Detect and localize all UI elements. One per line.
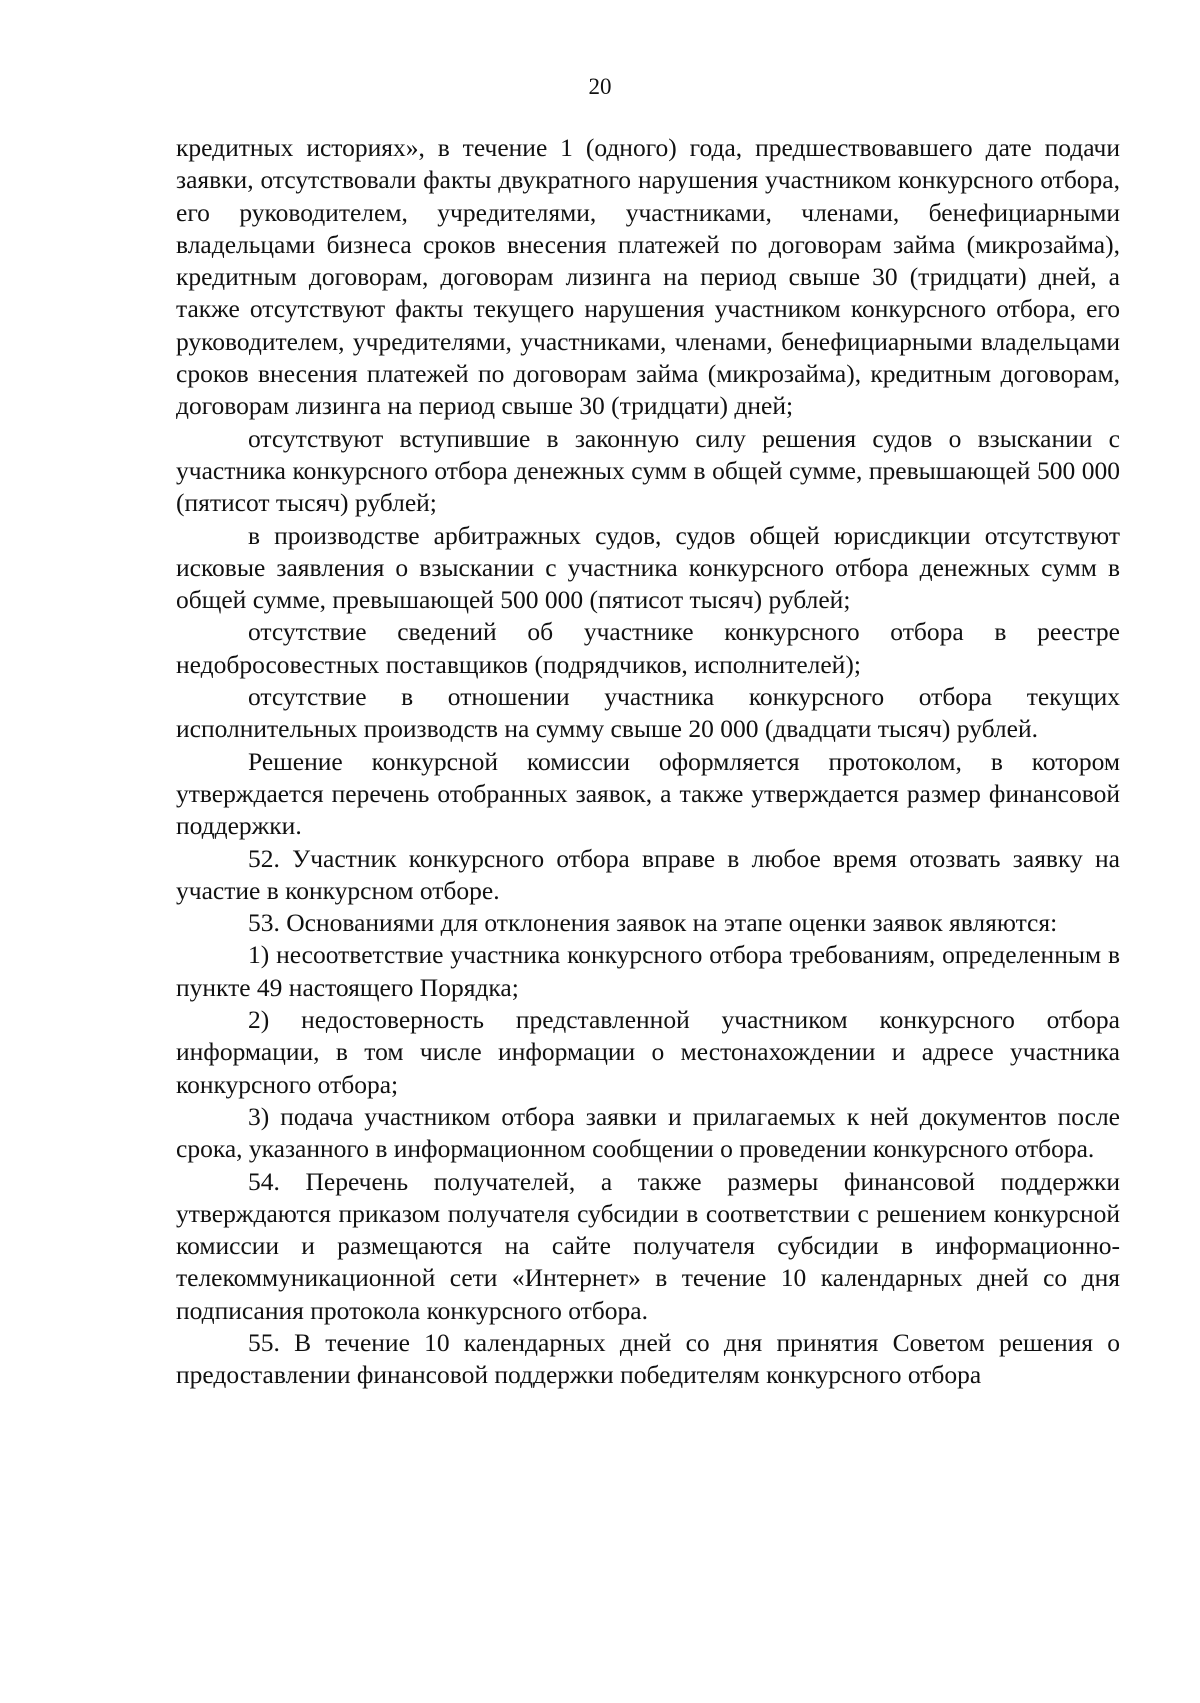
page-number: 20 bbox=[588, 74, 612, 99]
paragraph-item-53-2: 2) недостоверность представленной участником конкурсного отбора информации, в том числе информации о местонахождении и адресе участника конкурсного отбора; bbox=[176, 1005, 1120, 1099]
paragraph-arbitration-claims: в производстве арбитражных судов, судов общей юрисдикции отсутствуют исковые заявления о взыскании с участника конкурсного отбора денежных сумм в общей сумме, превышающей 500 000 (пятисот тысяч) рублей; bbox=[176, 520, 1120, 615]
paragraph-item-53: 53. Основаниями для отклонения заявок на этапе оценки заявок являются: bbox=[248, 908, 1058, 938]
paragraph-credit-history: кредитных историях», в течение 1 (одного) года, предшествовавшего дате подачи заявки, отсутствовали факты двукратного нарушения участником конкурсного отбора, его руководителем, учредителями, участниками, членами, бенефициарными владельцами бизнеса сроков внесения платежей по договорам займа (микрозайма), кредитным договорам, договорам лизинга на период свыше 30 (тридцати) дней, а также отсутствуют факты текущего нарушения участником конкурсного отбора, его руководителем, учредителями, участниками, членами, бенефициарными владельцами сроков внесения платежей по договорам займа (микрозайма), кредитным договорам, договорам лизинга на период свыше 30 (тридцати) дней; bbox=[176, 133, 1120, 421]
document-body bbox=[176, 132, 1120, 1392]
paragraph-item-53-3: 3) подача участником отбора заявки и прилагаемых к ней документов после срока, указанного в информационном сообщении о проведении конкурсного отбора. bbox=[176, 1101, 1120, 1164]
paragraph-unscrupulous-suppliers: отсутствие сведений об участнике конкурсного отбора в реестре недобросовестных поставщиков (подрядчиков, исполнителей); bbox=[176, 617, 1120, 679]
paragraph-court-decisions: отсутствуют вступившие в законную силу решения судов о взыскании с участника конкурсного отбора денежных сумм в общей сумме, превышающей 500 000 (пятисот тысяч) рублей; bbox=[176, 423, 1120, 518]
paragraph-item-54: 54. Перечень получателей, а также размеры финансовой поддержки утверждаются приказом получателя субсидии в соответствии с решением конкурсной комиссии и размещаются на сайте получателя субсидии в информационно-телекоммуникационной сети «Интернет» в течение 10 календарных дней со дня подписания протокола конкурсного отбора. bbox=[176, 1166, 1120, 1325]
paragraph-item-53-1: 1) несоответствие участника конкурсного отбора требованиям, определенным в пункте 49 настоящего Порядка; bbox=[176, 940, 1120, 1002]
paragraph-enforcement-proceedings: отсутствие в отношении участника конкурсного отбора текущих исполнительных производств на сумму свыше 20 000 (двадцати тысяч) рублей. bbox=[176, 682, 1120, 744]
paragraph-item-55: 55. В течение 10 календарных дней со дня принятия Советом решения о предоставлении финансовой поддержки победителям конкурсного отбора bbox=[176, 1327, 1120, 1390]
paragraph-commission-decision: Решение конкурсной комиссии оформляется протоколом, в котором утверждается перечень отобранных заявок, а также утверждается размер финансовой поддержки. bbox=[176, 746, 1120, 841]
paragraph-item-52: 52. Участник конкурсного отбора вправе в любое время отозвать заявку на участие в конкурсном отборе. bbox=[176, 843, 1120, 905]
